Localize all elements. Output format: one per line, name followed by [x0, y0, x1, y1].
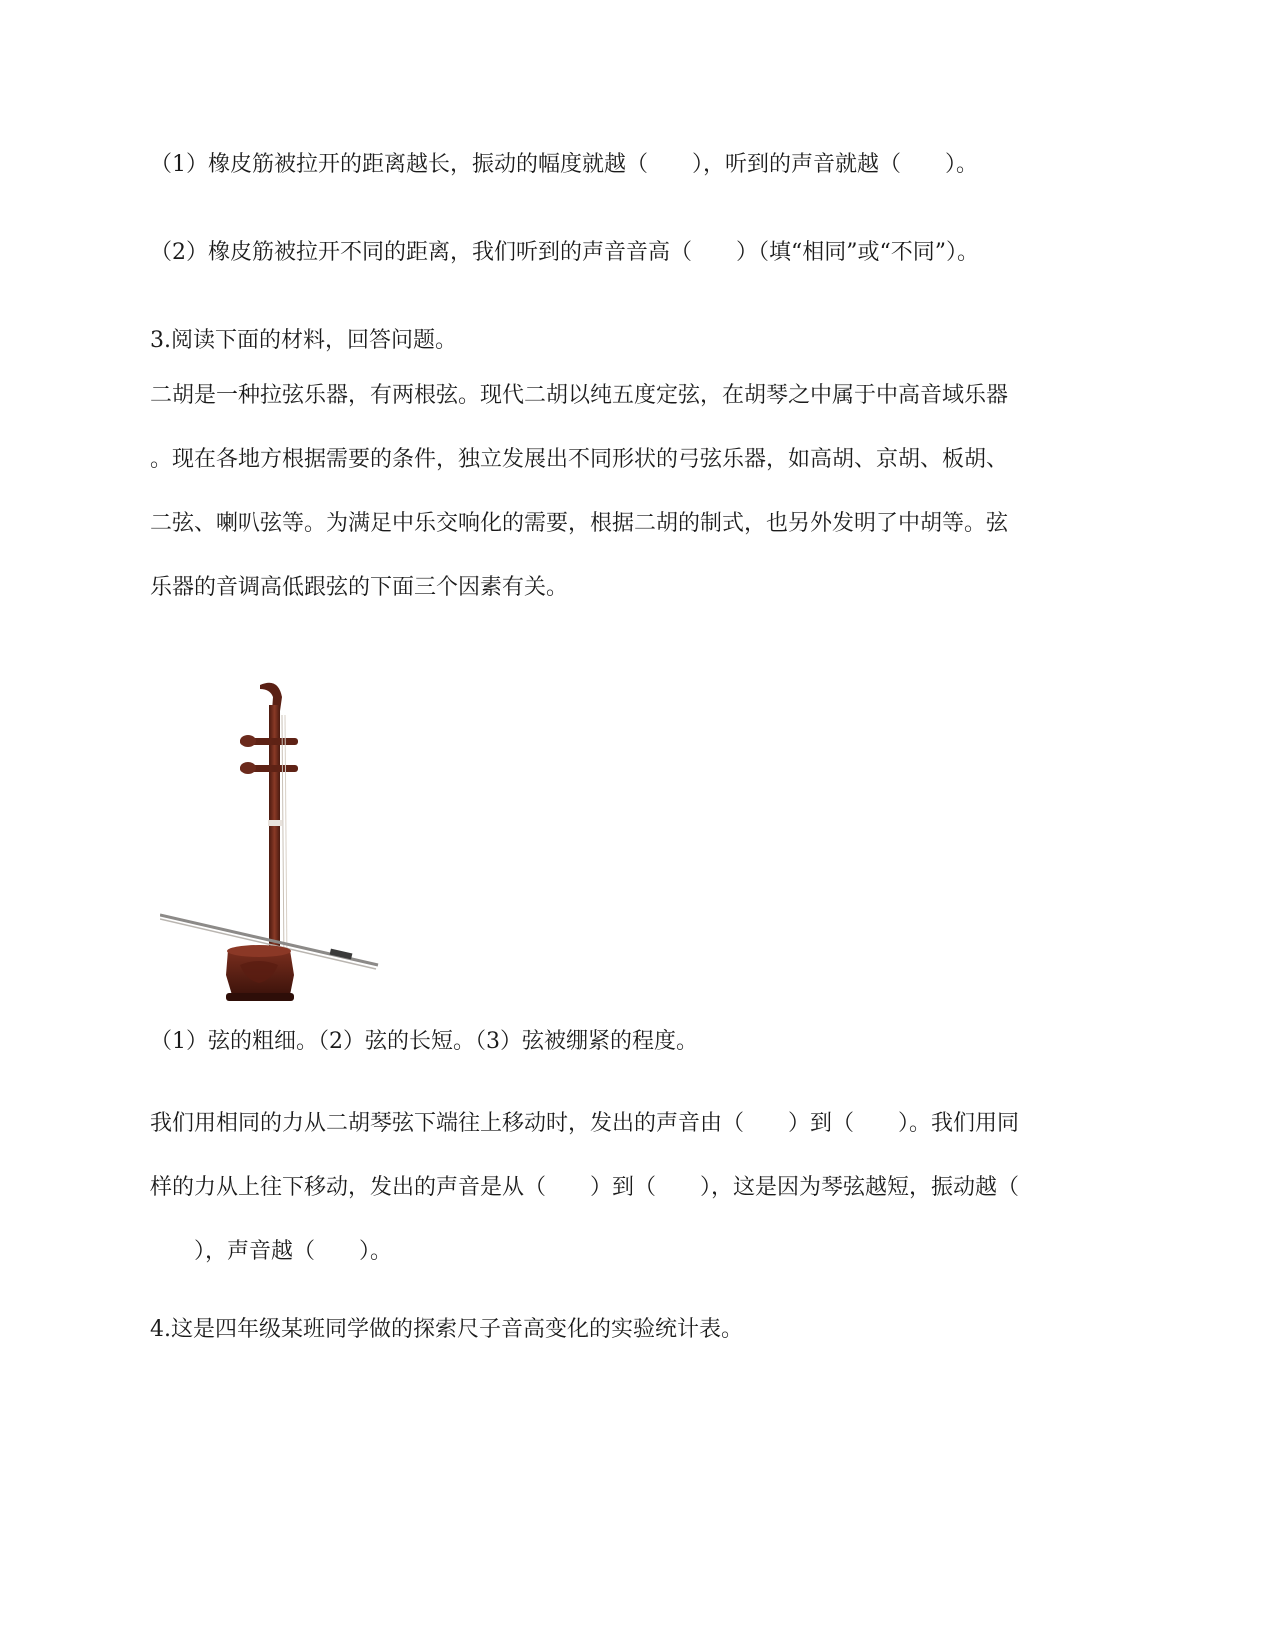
- q3-question-line: ），声音越（ ）。: [150, 1239, 393, 1264]
- q2-item-1: （1）橡皮筋被拉开的距离越长，振动的幅度就越（ ），听到的声音就越（ ）。: [150, 152, 978, 177]
- erhu-image: [160, 675, 405, 1020]
- q3-question: [150, 1092, 1125, 1284]
- q4-heading: 4.这是四年级某班同学做的探索尺子音高变化的实验统计表。: [150, 1317, 743, 1342]
- q3-question-line: 我们用相同的力从二胡琴弦下端往上移动时，发出的声音由（ ）到（ ）。我们用同: [150, 1111, 1020, 1136]
- q3-material-line: 二弦、喇叭弦等。为满足中乐交响化的需要，根据二胡的制式，也另外发明了中胡等。弦: [150, 511, 1009, 536]
- q3-factors: （1）弦的粗细。（2）弦的长短。（3）弦被绷紧的程度。: [150, 1029, 698, 1054]
- q3-material-line: 二胡是一种拉弦乐器，有两根弦。现代二胡以纯五度定弦，在胡琴之中属于中高音域乐器: [150, 383, 1009, 408]
- q3-material-line: 乐器的音调高低跟弦的下面三个因素有关。: [150, 575, 569, 600]
- q3-material: [150, 364, 1125, 620]
- q3-question-line: 样的力从上往下移动，发出的声音是从（ ）到（ ），这是因为琴弦越短，振动越（: [150, 1175, 1020, 1200]
- q3-material-line: 。现在各地方根据需要的条件，独立发展出不同形状的弓弦乐器，如高胡、京胡、板胡、: [150, 447, 1009, 472]
- q3-heading: 3.阅读下面的材料，回答问题。: [150, 328, 457, 353]
- q2-item-2: （2）橡皮筋被拉开不同的距离，我们听到的声音音高（ ）（填“相同”或“不同”）。: [150, 240, 979, 265]
